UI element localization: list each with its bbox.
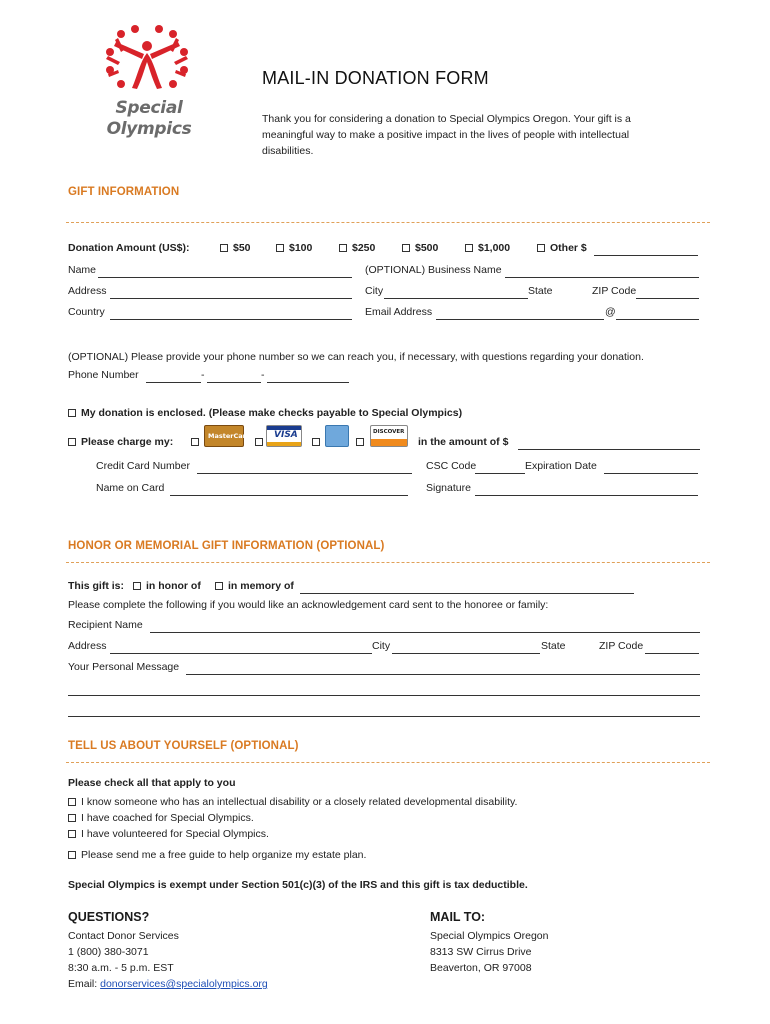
phone-area-field[interactable] — [146, 370, 201, 383]
email-at-sign: @ — [605, 306, 616, 318]
amount-option-250[interactable]: $250 — [339, 242, 375, 254]
amount-option-50[interactable]: $50 — [220, 242, 251, 254]
csc-field[interactable] — [475, 461, 525, 474]
amount-option-1000[interactable]: $1,000 — [465, 242, 510, 254]
name-label: Name — [68, 264, 97, 276]
checkbox[interactable] — [276, 244, 284, 252]
mail-city-state-zip: Beaverton, OR 97008 — [430, 962, 532, 974]
address-field[interactable] — [110, 286, 352, 299]
checkbox[interactable] — [191, 438, 199, 446]
honor-memorial-heading: HONOR OR MEMORIAL GIFT INFORMATION (OPTIONAL) — [68, 540, 385, 552]
gift-information-heading: GIFT INFORMATION — [68, 186, 180, 198]
other-amount-field[interactable] — [594, 243, 698, 256]
checkbox[interactable] — [312, 438, 320, 446]
amount-option-100[interactable]: $100 — [276, 242, 312, 254]
state-label: State — [528, 285, 553, 297]
signature-field[interactable] — [475, 483, 698, 496]
mastercard-logo-icon: MasterCard — [204, 425, 244, 447]
email-user-field[interactable] — [436, 307, 604, 320]
expiration-field[interactable] — [604, 461, 698, 474]
form-title: MAIL-IN DONATION FORM — [262, 68, 489, 88]
discover-logo-icon: DISCOVER — [370, 425, 408, 447]
about-yourself-heading: TELL US ABOUT YOURSELF (OPTIONAL) — [68, 740, 299, 752]
checkbox[interactable] — [537, 244, 545, 252]
zip-label: ZIP Code — [592, 285, 637, 297]
checkbox[interactable] — [356, 438, 364, 446]
personal-message-label: Your Personal Message — [68, 661, 180, 673]
checkbox[interactable] — [133, 582, 141, 590]
section-divider — [66, 562, 710, 563]
amount-option-500[interactable]: $500 — [402, 242, 438, 254]
charge-card-option[interactable]: Please charge my: — [68, 436, 173, 448]
logo-text-olympics: Olympics — [106, 119, 192, 139]
checkbox[interactable] — [68, 851, 76, 859]
checkbox[interactable] — [215, 582, 223, 590]
donor-services-phone: 1 (800) 380-3071 — [68, 946, 149, 958]
donor-services-hours: 8:30 a.m. - 5 p.m. EST — [68, 962, 174, 974]
amex-logo-icon — [325, 425, 349, 447]
amount-option-other[interactable]: Other $ — [537, 242, 587, 254]
logo-text-special: Special — [115, 98, 183, 118]
phone-note: (OPTIONAL) Please provide your phone number so we can reach you, if necessary, with questions regarding your donation. — [68, 351, 644, 363]
checkbox[interactable] — [68, 409, 76, 417]
signature-label: Signature — [426, 482, 471, 494]
intro-text: Thank you for considering a donation to Special Olympics Oregon. Your gift is a meaningful way to make a positive impact in the lives of people with intellectual disabilities. — [262, 113, 631, 157]
section-divider — [66, 222, 710, 223]
estate-guide-option[interactable]: Please send me a free guide to help organize my estate plan. — [68, 849, 366, 861]
country-field[interactable] — [110, 307, 352, 320]
mail-org-name: Special Olympics Oregon — [430, 930, 549, 942]
charge-amount-field[interactable] — [518, 437, 700, 450]
personal-message-field[interactable] — [186, 662, 700, 675]
honor-state-label: State — [541, 640, 566, 652]
special-olympics-logo — [88, 22, 206, 144]
phone-dash: - — [201, 369, 205, 381]
phone-prefix-field[interactable] — [207, 370, 261, 383]
checkbox[interactable] — [68, 798, 76, 806]
csc-label: CSC Code — [426, 460, 477, 472]
expiration-label: Expiration Date — [525, 460, 597, 472]
name-on-card-label: Name on Card — [96, 482, 165, 494]
zip-field[interactable] — [636, 286, 699, 299]
name-field[interactable] — [98, 265, 352, 278]
questions-heading: QUESTIONS? — [68, 910, 150, 924]
email-label: Email Address — [365, 306, 433, 318]
check-all-label: Please check all that apply to you — [68, 777, 236, 789]
card-number-field[interactable] — [197, 461, 412, 474]
honoree-field[interactable] — [300, 581, 634, 594]
city-label: City — [365, 285, 384, 297]
phone-line-field[interactable] — [267, 370, 349, 383]
city-field[interactable] — [384, 286, 528, 299]
checkbox[interactable] — [68, 830, 76, 838]
about-option-2[interactable]: I have coached for Special Olympics. — [68, 812, 254, 824]
honor-zip-label: ZIP Code — [599, 640, 644, 652]
checkbox[interactable] — [68, 814, 76, 822]
business-name-field[interactable] — [505, 265, 699, 278]
logo-figure-icon — [88, 22, 206, 98]
mail-to-heading: MAIL TO: — [430, 910, 486, 924]
charge-amount-label: in the amount of $ — [418, 436, 509, 448]
phone-label: Phone Number — [68, 369, 139, 381]
checkbox[interactable] — [402, 244, 410, 252]
card-number-label: Credit Card Number — [96, 460, 190, 472]
email-domain-field[interactable] — [616, 307, 699, 320]
donor-services-email-link[interactable]: donorservices@specialolympics.org — [100, 978, 268, 990]
checkbox[interactable] — [255, 438, 263, 446]
personal-message-line[interactable] — [68, 683, 700, 696]
in-memory-option[interactable]: in memory of — [215, 580, 294, 592]
recipient-name-label: Recipient Name — [68, 619, 143, 631]
checkbox[interactable] — [339, 244, 347, 252]
checkbox[interactable] — [68, 438, 76, 446]
recipient-name-field[interactable] — [150, 620, 700, 633]
email-label: Email: — [68, 978, 98, 990]
honor-city-label: City — [372, 640, 391, 652]
acknowledgement-instruction: Please complete the following if you would like an acknowledgement card sent to the honoree or family: — [68, 599, 549, 611]
checkbox[interactable] — [220, 244, 228, 252]
name-on-card-field[interactable] — [170, 483, 408, 496]
in-honor-option[interactable]: in honor of — [133, 580, 201, 592]
donation-enclosed-option[interactable]: My donation is enclosed. (Please make checks payable to Special Olympics) — [68, 407, 462, 419]
about-option-1[interactable]: I know someone who has an intellectual disability or a closely related developmental disability. — [68, 796, 517, 808]
phone-dash: - — [261, 369, 265, 381]
gift-is-label: This gift is: — [68, 580, 124, 592]
address-label: Address — [68, 285, 107, 297]
mastercard-option[interactable] — [191, 436, 204, 448]
donor-services-email-row — [68, 978, 268, 990]
honor-address-field[interactable] — [110, 641, 372, 654]
donation-amount-label: Donation Amount (US$): — [68, 242, 190, 254]
honor-zip-field[interactable] — [645, 641, 699, 654]
about-option-3[interactable]: I have volunteered for Special Olympics. — [68, 828, 269, 840]
honor-address-label: Address — [68, 640, 107, 652]
checkbox[interactable] — [465, 244, 473, 252]
section-divider — [66, 762, 710, 763]
amex-option[interactable] — [312, 436, 325, 448]
contact-donor-services: Contact Donor Services — [68, 930, 179, 942]
honor-city-field[interactable] — [392, 641, 540, 654]
visa-logo-icon: VISA — [266, 425, 302, 447]
country-label: Country — [68, 306, 105, 318]
mail-street: 8313 SW Cirrus Drive — [430, 946, 532, 958]
business-name-label: (OPTIONAL) Business Name — [365, 264, 502, 276]
discover-option[interactable] — [356, 436, 369, 448]
personal-message-line[interactable] — [68, 704, 700, 717]
tax-deductible-note: Special Olympics is exempt under Section 501(c)(3) of the IRS and this gift is tax deductible. — [68, 879, 528, 891]
